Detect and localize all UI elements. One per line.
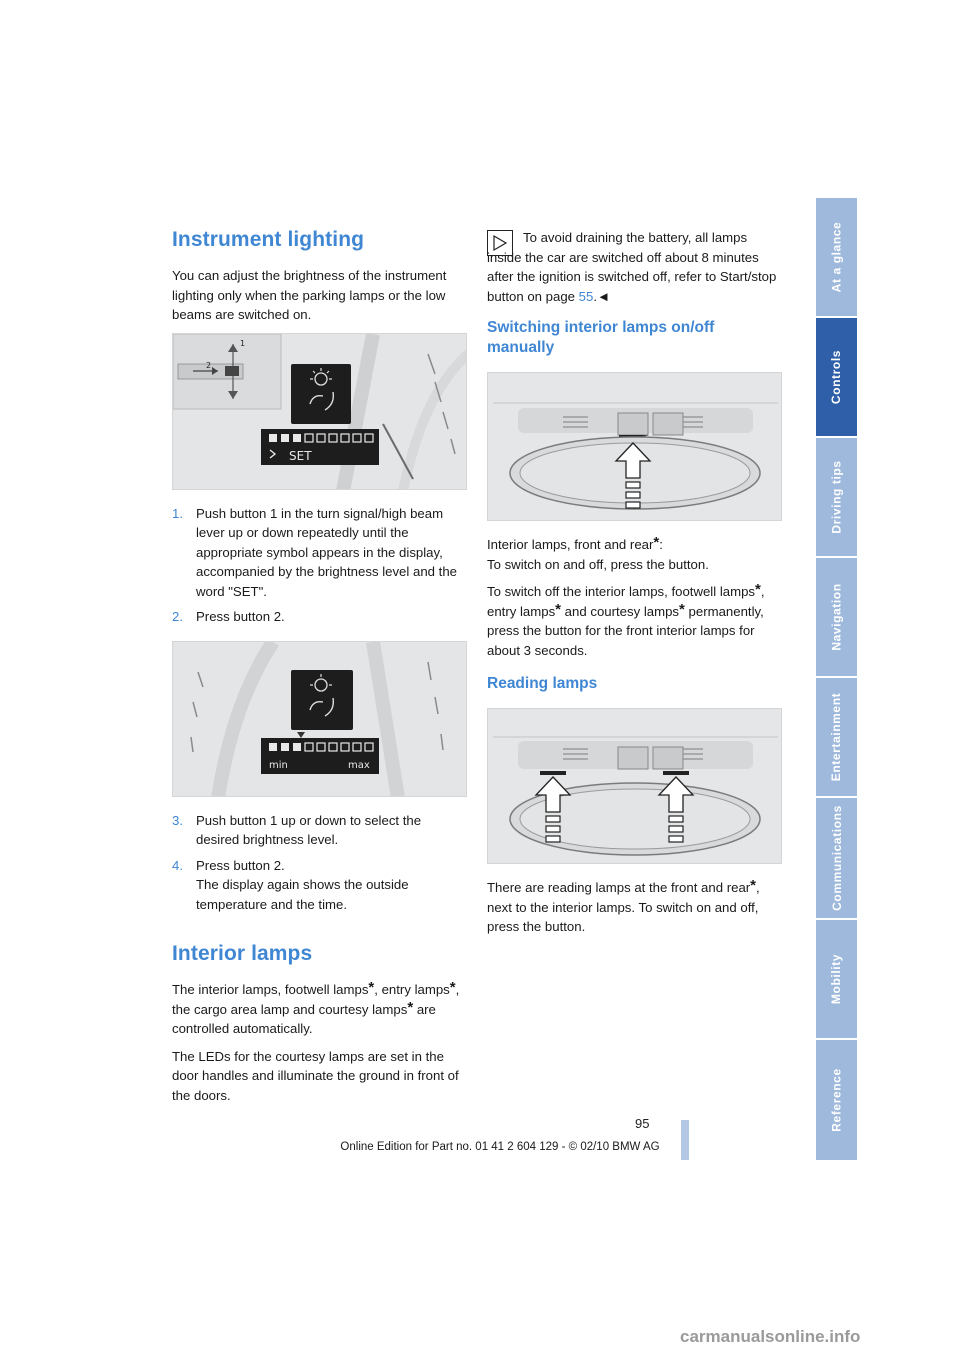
- note-battery: To avoid draining the battery, all lamps inside the car are switched off about 8 minutes after the ignition is switched off, refer to Start/stop button on page 55.◄: [487, 230, 777, 304]
- figure-interior-lamp-button: [487, 372, 782, 521]
- fig1-set-label: SET: [289, 448, 312, 463]
- tab-reference[interactable]: Reference: [816, 1040, 857, 1160]
- page-number: 95: [635, 1116, 650, 1131]
- tab-communications[interactable]: Communications: [816, 798, 857, 918]
- step-3: 3. Push button 1 up or down to select the desired brightness level.: [172, 812, 422, 847]
- footer-edition: Online Edition for Part no. 01 41 2 604 129 - © 02/10 BMW AG: [340, 1141, 660, 1153]
- front-rear-paragraph: Interior lamps, front and rear*: To switch on and off, press the button.: [487, 534, 709, 572]
- right-column: [487, 228, 782, 945]
- interior-lamps-paragraph: The interior lamps, footwell lamps*, entry lamps*, the cargo area lamp and courtesy lamps* are controlled automatically.: [172, 979, 460, 1036]
- section-heading-instrument-lighting: Instrument lighting: [172, 228, 365, 251]
- tab-driving-tips[interactable]: Driving tips: [816, 438, 857, 556]
- tab-controls[interactable]: Controls: [816, 318, 857, 436]
- section-heading-interior-lamps: Interior lamps: [172, 942, 313, 965]
- tab-entertainment[interactable]: Entertainment: [816, 678, 857, 796]
- note-triangle-icon: [487, 230, 513, 256]
- steps-list-b: [172, 811, 467, 915]
- fig2-max-label: max: [348, 759, 370, 771]
- figure-brightness-level-display: [172, 641, 467, 797]
- steps-list-a: [172, 504, 467, 627]
- page-link-55[interactable]: 55: [578, 288, 594, 304]
- tab-mobility[interactable]: Mobility: [816, 920, 857, 1038]
- subheading-reading-lamps: Reading lamps: [487, 675, 598, 692]
- reading-lamps-paragraph: There are reading lamps at the front and rear*, next to the interior lamps. To switch on and off, press the button.: [487, 877, 760, 934]
- step-1: 1. Push button 1 in the turn signal/high beam lever up or down repeatedly until the appropriate symbol appears in the display, accompanied by the brightness level and the word "SET".: [172, 505, 457, 599]
- tab-navigation[interactable]: Navigation: [816, 558, 857, 676]
- page-marker-bar: [681, 1120, 689, 1160]
- chapter-sidebar: [816, 198, 857, 1160]
- left-column: [172, 228, 467, 1113]
- tab-at-a-glance[interactable]: At a glance: [816, 198, 857, 316]
- figure-reading-lamp-buttons: [487, 708, 782, 864]
- fig1-label-2: 2: [206, 360, 212, 370]
- step-2: 2. Press button 2.: [172, 609, 285, 624]
- fig1-label-1: 1: [240, 338, 246, 348]
- switch-off-paragraph: To switch off the interior lamps, footwell lamps*, entry lamps* and courtesy lamps* permanently, press the button for the front interior lamps for about 3 seconds.: [487, 581, 765, 658]
- subheading-switching-lamps: Switching interior lamps on/off manually: [487, 319, 715, 356]
- watermark: carmanualsonline.info: [680, 1327, 861, 1346]
- courtesy-lamps-paragraph: The LEDs for the courtesy lamps are set in the door handles and illuminate the ground in front of the doors.: [172, 1048, 459, 1103]
- step-4: 4. Press button 2. The display again shows the outside temperature and the time.: [172, 857, 409, 912]
- intro-paragraph: You can adjust the brightness of the instrument lighting only when the parking lamps or the low beams are switched on.: [172, 268, 447, 322]
- figure-instrument-display-set: [172, 333, 467, 490]
- fig2-min-label: min: [269, 759, 288, 771]
